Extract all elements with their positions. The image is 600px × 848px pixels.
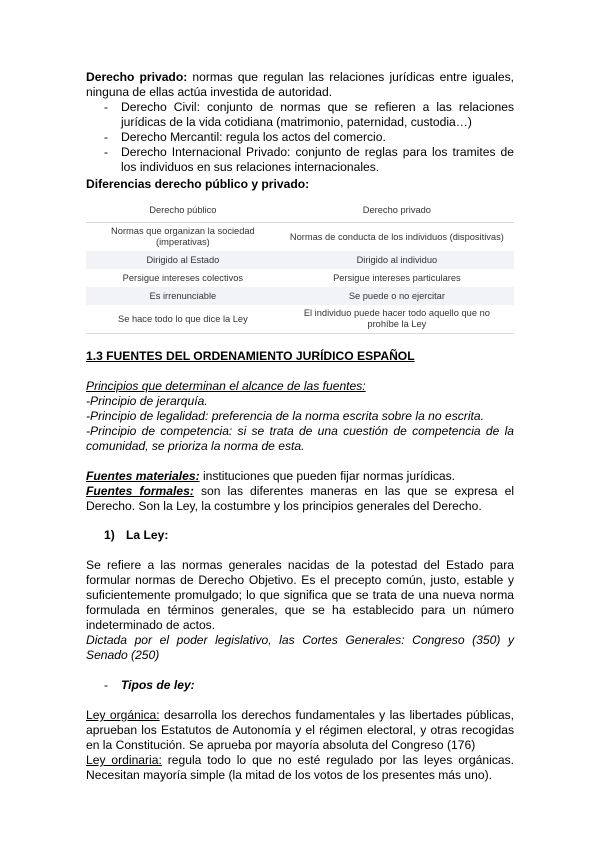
tipos-de-ley-heading: - Tipos de ley: — [86, 678, 514, 693]
table-cell: Normas de conducta de los individuos (dispositivas) — [289, 231, 504, 242]
page-content — [86, 70, 514, 783]
principles-block — [86, 379, 514, 454]
la-ley-number: 1) — [104, 528, 115, 542]
principles-heading: Principios que determinan el alcance de las fuentes: — [86, 379, 366, 393]
principle-line: -Principio de competencia: si se trata de una cuestión de competencia de la comunidad, se prioriza la norma de esta. — [86, 424, 514, 453]
ley-organica-term: Ley orgánica: — [86, 708, 160, 722]
fuentes-materiales-term: Fuentes materiales: — [86, 469, 200, 483]
fuentes-formales-term: Fuentes formales: — [86, 484, 194, 498]
table-cell: Se hace todo lo que dice la Ley — [86, 305, 280, 334]
table-cell: Persigue intereses particulares — [333, 272, 461, 283]
ley-ordinaria — [86, 753, 514, 783]
table-header-cell: Derecho privado — [280, 198, 514, 223]
table-cell: Es irrenunciable — [86, 287, 280, 305]
principle-line: -Principio de legalidad: preferencia de la norma escrita sobre la no escrita. — [86, 409, 484, 423]
tipos-de-ley-body — [86, 708, 514, 783]
derecho-privado-definition: normas que regulan las relaciones jurídicas entre iguales, ninguna de ellas actúa investida de autoridad. — [86, 70, 514, 99]
derecho-privado-paragraph — [86, 70, 514, 100]
la-ley-dictada: Dictada por el poder legislativo, las Cortes Generales: Congreso (350) y Senado (250) — [86, 633, 514, 662]
table-cell: El individuo puede hacer todo aquello que no prohíbe la Ley — [280, 305, 514, 334]
la-ley-title: La Ley: — [126, 528, 169, 542]
fuentes-materiales-text: instituciones que pueden fijar normas jurídicas. — [199, 469, 456, 483]
derecho-privado-term: Derecho privado: — [86, 70, 188, 84]
ley-ordinaria-text: regula todo lo que no esté regulado por las leyes orgánicas. Necesitan mayoría simple (la mitad de los votos de los presentes más uno). — [86, 753, 515, 782]
table-cell: Persigue intereses colectivos — [122, 272, 244, 283]
la-ley-body — [86, 558, 514, 663]
table-row — [86, 269, 514, 287]
la-ley-heading — [86, 528, 514, 543]
fuentes-materiales — [86, 469, 514, 484]
comparison-table — [86, 198, 514, 334]
table-header-row — [86, 198, 514, 223]
table-cell: Se puede o no ejercitar — [280, 287, 514, 305]
fuentes-block — [86, 469, 514, 514]
table-cell: Dirigido al individuo — [280, 251, 514, 269]
la-ley-paragraph: Se refiere a las normas generales nacidas de la potestad del Estado para formular normas de Derecho Objetivo. Es el precepto común, justo, estable y suficientemente promulgado; lo que significa que se trata de una nueva norma formulada en términos generales, que se ha establecido para un número indeterminado de actos. — [86, 558, 514, 632]
table-cell: Dirigido al Estado — [86, 251, 280, 269]
table-row — [86, 287, 514, 305]
ley-organica-text: desarrolla los derechos fundamentales y las libertades públicas, aprueban los Estatutos de Autonomía y el régimen electoral, y otras recogidas en la Constitución. Se aprueba por mayoría absoluta del Congreso (176) — [86, 708, 514, 752]
list-item: - Derecho Internacional Privado: conjunto de reglas para los tramites de los individuos en sus relaciones internacionales. — [86, 145, 514, 175]
principle-line: -Principio de jerarquía. — [86, 394, 208, 408]
derecho-privado-list — [86, 100, 514, 175]
table-row — [86, 223, 514, 252]
table-row — [86, 251, 514, 269]
table-row — [86, 305, 514, 334]
table-cell: Normas que organizan la sociedad (imperativas) — [111, 226, 255, 247]
table-header-cell: Derecho público — [86, 198, 280, 223]
fuentes-formales — [86, 484, 514, 514]
section-title: 1.3 FUENTES DEL ORDENAMIENTO JURÍDICO ESPAÑOL — [86, 349, 415, 363]
diferencias-heading: Diferencias derecho público y privado: — [86, 177, 310, 191]
list-item: - Derecho Mercantil: regula los actos del comercio. — [86, 130, 514, 145]
ley-ordinaria-term: Ley ordinaria: — [86, 753, 162, 767]
ley-organica — [86, 708, 514, 753]
list-item: - Derecho Civil: conjunto de normas que se refieren a las relaciones jurídicas de la vida cotidiana (matrimonio, paternidad, custodia…) — [86, 100, 514, 130]
fuentes-formales-text: son las diferentes maneras en las que se expresa el Derecho. Son la Ley, la costumbre y los principios generales del Derecho. — [86, 484, 515, 513]
